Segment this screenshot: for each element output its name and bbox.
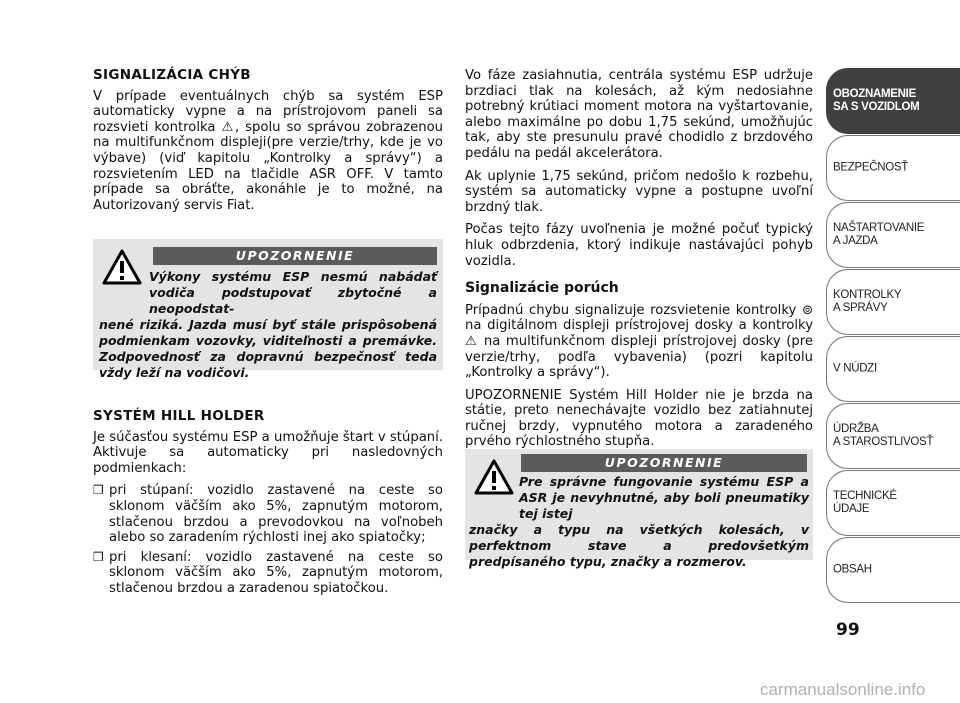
- warning-box-tyres: [465, 449, 813, 569]
- page-number: 99: [836, 620, 860, 640]
- watermark: carmanualsonline.info: [760, 680, 926, 699]
- paragraph-error-signaling: V prípade eventuálnych chýb sa systém ESP automaticky vypne a na prístrojovom paneli sa rozsvieti kontrolka ⚠, spolu so správou zobrazenou na multifunkčnom displeji(pre verzie/trhy, kde je vo výbave) (viď kapitolu „Kontrolky a správy“) a rozsvietením LED na tlačidle ASR OFF. V tamto prípade sa obráťte, akonáhle je to možné, na Autorizovaný servis Fiat.: [93, 88, 443, 213]
- left-column: [93, 68, 443, 220]
- tab-safety[interactable]: [826, 135, 960, 201]
- tab-label: BEZPEČNOSŤ: [833, 161, 908, 174]
- tab-label: OBSAH: [833, 563, 872, 576]
- list-item-text: pri klesaní: vozidlo zastavené na ceste so sklonom väčším ako 5%, zapnutým motorom, stlačenou brzdou a zaradenou spiatočkou.: [109, 549, 443, 596]
- list-item: [93, 550, 443, 597]
- warning-title: UPOZORNENIE: [521, 454, 807, 472]
- tab-label: V NÚDZI: [833, 362, 877, 375]
- tab-starting-driving[interactable]: [826, 202, 960, 268]
- paragraph-hill-holder: Je súčasťou systému ESP a umožňuje štart v stúpaní. Aktivuje sa automaticky pri nasledovných podmienkach:: [93, 429, 443, 476]
- warning-text-lead: Pre správne fungovanie systému ESP a ASR je nevyhnutné, aby boli pneumatiky tej istej: [519, 474, 809, 521]
- warning-text-rest: značky a typu na všetkých kolesách, v perfektnom stave a predovšetkým predpísaného typu, značky a rozmerov.: [469, 522, 809, 569]
- tab-getting-to-know-vehicle[interactable]: [826, 68, 960, 134]
- warning-title: UPOZORNENIE: [153, 247, 437, 265]
- warning-text: [99, 269, 437, 381]
- list-item-text: pri stúpaní: vozidlo zastavené na ceste so sklonom väčším ako 5%, zapnutým motorom, stlačenou brzdou a prevodovkou na voľnobeh alebo so zaradením rýchlosti inej ako spiatočky;: [109, 483, 443, 546]
- tab-label: TECHNICKÉ ÚDAJE: [833, 490, 897, 515]
- paragraph-hill-holder-warning: UPOZORNENIE Systém Hill Holder nie je brzda na státie, preto nenechávajte vozidlo bez zatiahnutej ručnej brzdy, vypnutého motora a zaradeného prvého rýchlostného stupňa.: [465, 387, 813, 450]
- tab-maintenance[interactable]: [826, 403, 960, 469]
- right-column: [465, 68, 813, 457]
- heading-failure-signals: Signalizácie porúch: [465, 280, 619, 297]
- tab-label: OBOZNAMENIE SA S VOZIDLOM: [833, 88, 920, 113]
- tab-label: KONTROLKY A SPRÁVY: [833, 289, 902, 314]
- list-item: [93, 483, 443, 545]
- tab-warning-lights[interactable]: [826, 269, 960, 335]
- paragraph-timeout: Ak uplynie 1,75 sekúnd, pričom nedošlo k rozbehu, systém sa automaticky vypne a postupne uvoľní brzdný tlak.: [465, 168, 813, 215]
- tab-label: NAŠTARTOVANIE A JAZDA: [833, 222, 925, 247]
- checkbox-bullet-icon: ❒: [93, 483, 104, 498]
- tab-emergency[interactable]: [826, 336, 960, 402]
- warning-text: [469, 474, 809, 570]
- tab-contents[interactable]: [826, 537, 960, 603]
- tab-technical-data[interactable]: [826, 470, 960, 536]
- warning-text-rest: nené riziká. Jazda musí byť stále prispôsobená podmienkam vozovky, viditeľnosti a premávke. Zodpovednosť za dopravnú bezpečnosť teda vždy leží na vodičovi.: [99, 317, 437, 380]
- warning-box-esp: [93, 239, 443, 380]
- heading-error-signaling: SIGNALIZÁCIA CHÝB: [93, 67, 251, 83]
- chapter-tabs: [826, 68, 960, 604]
- paragraph-esp-phase: Vo fáze zasiahnutia, centrála systému ESP udržuje brzdiaci tlak na kolesách, až kým nedosiahne potrebný krútiaci moment motora na vyštartovanie, alebo maximálne po dobu 1,75 sekúnd, umožňujúc tak, aby ste presunulu pravé chodidlo z brzdového pedálu na pedál akcelerátora.: [465, 68, 813, 161]
- tab-label: ÚDRŽBA A STAROSTLIVOSŤ: [833, 423, 934, 448]
- heading-hill-holder: SYSTÉM HILL HOLDER: [93, 408, 265, 424]
- paragraph-failure-signals: Prípadnú chybu signalizuje rozsvietenie kontrolky ⊚ na digitálnom displeji prístrojovej dosky a kontrolky ⚠ na multifunkčnom displeji prístrojovej dosky (pre verzie/trhy, podľa vybavenia) (pozri kapitolu „Kontrolky a správy“).: [465, 302, 813, 381]
- paragraph-release-noise: Počas tejto fázy uvoľnenia je možné počuť typický hluk odbrzdenia, ktorý indikuje nastávajúci pohyb vozidla.: [465, 222, 813, 269]
- checkbox-bullet-icon: ❒: [93, 549, 104, 564]
- warning-text-lead: Výkony systému ESP nesmú nabádať vodiča podstupovať zbytočné a neopodstat-: [149, 269, 437, 316]
- hill-holder-section: [93, 409, 443, 601]
